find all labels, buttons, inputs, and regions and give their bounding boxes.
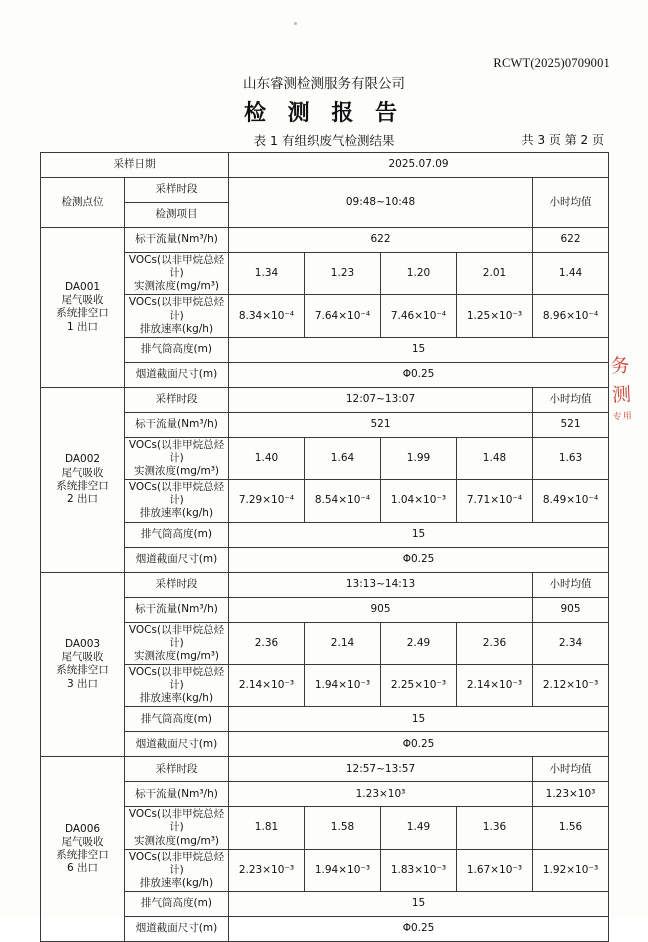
rate-label-line1: VOCs(以非甲烷总烃计) [128,481,225,507]
conc-value-0-1: 1.23 [305,253,381,295]
rate-value-2-1: 1.94×10⁻³ [305,664,381,706]
conc-value-1-1: 1.64 [305,437,381,479]
rate-avg-2: 2.12×10⁻³ [533,664,609,706]
site-line: DA003 [64,638,101,651]
sampling-date-label: 采样日期 [41,153,229,178]
rate-value-1-0: 7.29×10⁻⁴ [229,480,305,522]
row-label-conc-3 [125,807,229,849]
rate-value-0-1: 7.64×10⁻⁴ [305,295,381,337]
stack-height-3: 15 [229,892,609,917]
stamp-char-1: 务 [609,354,631,378]
page-number: 共 3 页 第 2 页 [521,133,604,147]
rate-avg-3: 1.92×10⁻³ [533,849,609,891]
conc-label-line2: 实测浓度(mg/m³) [133,834,220,847]
flow-avg-1: 521 [533,412,609,437]
site-line: DA002 [64,453,101,466]
row-label-conc-2 [125,622,229,664]
row-label-height-2: 排气筒高度(m) [125,707,229,732]
row-label-duct-0: 烟道截面尺寸(m) [125,362,229,387]
table-row [41,153,609,178]
flow-value-0: 622 [229,228,533,253]
row-label-conc-1 [125,437,229,479]
site-cell-1 [41,387,125,572]
row-label-rate-0 [125,295,229,337]
site-line: 3 出口 [66,677,99,690]
table-row [41,337,609,362]
hourly-avg-label-3: 小时均值 [533,757,609,782]
conc-value-0-2: 1.20 [381,253,457,295]
row-label-height-0: 排气筒高度(m) [125,337,229,362]
table-caption: 表 1 有组织废气检测结果 [253,133,395,148]
row-label-flow-2: 标干流量(Nm³/h) [125,597,229,622]
flow-avg-2: 905 [533,597,609,622]
rate-value-3-2: 1.83×10⁻³ [381,849,457,891]
site-line: 尾气吸收 [61,836,104,848]
table-row [41,522,609,547]
conc-label-line1: VOCs(以非甲烷总烃计) [128,254,225,280]
table-row [41,892,609,917]
site-line: 2 出口 [66,492,99,505]
conc-value-2-1: 2.14 [305,622,381,664]
table-row [41,295,609,337]
conc-value-0-0: 1.34 [229,253,305,295]
row-label-conc-0 [125,253,229,295]
table-row [41,178,609,203]
rate-value-1-3: 7.71×10⁻⁴ [457,480,533,522]
sampling-period-value-2: 13:13~14:13 [229,572,533,597]
row-label-duct-3: 烟道截面尺寸(m) [125,917,229,942]
row-label-period-3: 采样时段 [125,757,229,782]
stack-height-2: 15 [229,707,609,732]
conc-value-2-3: 2.36 [457,622,533,664]
table-row [41,849,609,891]
table-row [41,572,609,597]
duct-size-1: Φ0.25 [229,547,609,572]
rate-label-line1: VOCs(以非甲烷总烃计) [128,665,225,691]
table-row [41,412,609,437]
conc-value-2-2: 2.49 [381,622,457,664]
table-row [41,622,609,664]
rate-value-1-1: 8.54×10⁻⁴ [305,480,381,522]
site-line: 尾气吸收 [61,294,104,307]
table-row [41,807,609,849]
row-label-period-1: 采样时段 [125,387,229,412]
conc-label-line2: 实测浓度(mg/m³) [133,280,220,293]
rate-value-0-0: 8.34×10⁻⁴ [229,295,305,337]
rate-label-line2: 排放速率(kg/h) [139,692,214,705]
duct-size-3: Φ0.25 [229,917,609,942]
sampling-date-value: 2025.07.09 [229,153,609,178]
row-label-rate-2 [125,664,229,706]
site-line: DA006 [64,822,101,835]
site-line: 6 出口 [66,862,99,875]
rate-value-3-0: 2.23×10⁻³ [229,849,305,891]
sampling-period-label: 采样时段 [125,178,229,203]
site-line: 1 出口 [66,320,99,333]
table-row [41,437,609,479]
table-row [41,664,609,706]
table-row [41,253,609,295]
site-line: DA001 [64,281,101,294]
hourly-avg-label-0: 小时均值 [533,178,609,228]
flow-value-1: 521 [229,412,533,437]
page-title: 检 测 报 告 [244,101,404,126]
stack-height-1: 15 [229,522,609,547]
conc-avg-3: 1.56 [533,807,609,849]
table-row [41,782,609,807]
conc-value-3-1: 1.58 [305,807,381,849]
conc-label-line1: VOCs(以非甲烷总烃计) [128,623,225,649]
rate-value-2-2: 2.25×10⁻³ [381,664,457,706]
table-row [41,757,609,782]
rate-value-3-3: 1.67×10⁻³ [457,849,533,891]
row-label-flow-3: 标干流量(Nm³/h) [125,782,229,807]
conc-label-line1: VOCs(以非甲烷总烃计) [128,438,225,464]
site-line: 系统排空口 [56,479,109,492]
conc-value-0-3: 2.01 [457,253,533,295]
row-label-duct-2: 烟道截面尺寸(m) [125,732,229,757]
site-line: 尾气吸收 [61,651,104,664]
stamp-char-2: 测 [611,383,632,407]
row-label-rate-1 [125,480,229,522]
flow-avg-0: 622 [533,228,609,253]
site-line: 尾气吸收 [61,466,104,479]
table-row [41,732,609,757]
site-line: 系统排空口 [56,307,109,320]
red-seal-stamp [602,351,643,493]
flow-value-3: 1.23×10³ [229,782,533,807]
rate-label-line1: VOCs(以非甲烷总烃计) [128,296,225,322]
site-cell-3 [41,757,125,942]
sampling-period-value-3: 12:57~13:57 [229,757,533,782]
conc-value-3-3: 1.36 [457,807,533,849]
hourly-avg-label-2: 小时均值 [533,572,609,597]
rate-label-line2: 排放速率(kg/h) [139,507,214,520]
conc-avg-0: 1.44 [533,253,609,295]
page-dot-mark [294,22,297,25]
rate-avg-1: 8.49×10⁻⁴ [533,480,609,522]
row-label-duct-1: 烟道截面尺寸(m) [125,547,229,572]
rate-value-1-2: 1.04×10⁻³ [381,480,457,522]
table-row [41,707,609,732]
rate-label-line1: VOCs(以非甲烷总烃计) [128,850,225,876]
test-item-label: 检测项目 [125,203,229,228]
rate-avg-0: 8.96×10⁻⁴ [533,295,609,337]
conc-label-line2: 实测浓度(mg/m³) [133,465,220,477]
table-row [41,362,609,387]
row-label-flow-1: 标干流量(Nm³/h) [125,412,229,437]
conc-label-line1: VOCs(以非甲烷总烃计) [128,808,225,834]
row-label-height-1: 排气筒高度(m) [125,522,229,547]
row-label-period-2: 采样时段 [125,572,229,597]
table-row [41,597,609,622]
row-label-flow-0: 标干流量(Nm³/h) [125,228,229,253]
emission-results-table [40,152,609,942]
table-row [41,228,609,253]
sampling-period-value-0: 09:48~10:48 [229,178,533,228]
site-line: 系统排空口 [56,664,109,677]
subtitle-row [0,131,648,149]
report-code: RCWT(2025)0709001 [493,56,610,70]
rate-value-2-0: 2.14×10⁻³ [229,664,305,706]
site-label: 检测点位 [41,178,125,228]
conc-avg-2: 2.34 [533,622,609,664]
table-row [41,547,609,572]
sampling-period-value-1: 12:07~13:07 [229,387,533,412]
rate-label-line2: 排放速率(kg/h) [139,322,214,335]
rate-value-0-2: 7.46×10⁻⁴ [381,295,457,337]
duct-size-0: Φ0.25 [229,362,609,387]
rate-value-3-1: 1.94×10⁻³ [305,849,381,891]
hourly-avg-label-1: 小时均值 [533,387,609,412]
conc-value-3-0: 1.81 [229,807,305,849]
site-cell-0 [41,228,125,388]
duct-size-2: Φ0.25 [229,732,609,757]
rate-label-line2: 排放速率(kg/h) [139,876,214,889]
row-label-height-3: 排气筒高度(m) [125,892,229,917]
conc-value-1-2: 1.99 [381,437,457,479]
conc-value-3-2: 1.49 [381,807,457,849]
flow-avg-3: 1.23×10³ [533,782,609,807]
company-name: 山东睿测检测服务有限公司 [243,76,405,92]
stamp-char-3: 专用 [612,411,633,423]
table-row [41,387,609,412]
row-label-rate-3 [125,849,229,891]
site-line: 系统排空口 [56,849,109,862]
table-row [41,917,609,942]
table-row [41,480,609,522]
conc-value-1-3: 1.48 [457,437,533,479]
stack-height-0: 15 [229,337,609,362]
conc-value-1-0: 1.40 [229,437,305,479]
conc-value-2-0: 2.36 [229,622,305,664]
flow-value-2: 905 [229,597,533,622]
conc-label-line2: 实测浓度(mg/m³) [133,649,220,662]
rate-value-2-3: 2.14×10⁻³ [457,664,533,706]
rate-value-0-3: 1.25×10⁻³ [457,295,533,337]
conc-avg-1: 1.63 [533,437,609,479]
site-cell-2 [41,572,125,757]
